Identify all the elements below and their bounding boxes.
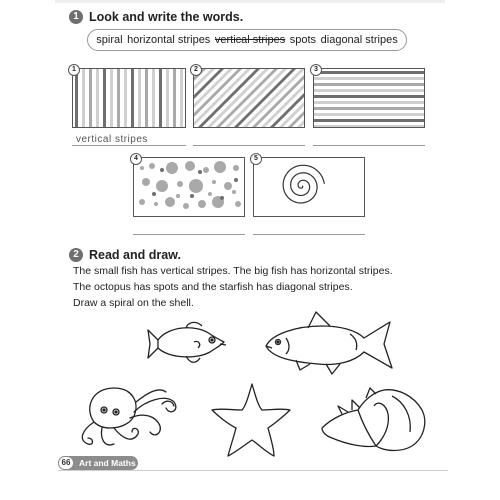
diagonal-stripe [304,69,305,128]
vertical-stripe [138,69,141,128]
section-2-number: 2 [69,248,83,262]
page-number: 66 [58,456,74,470]
answer-line-1[interactable] [72,145,186,146]
instruction-3: Draw a spiral on the shell. [73,297,194,309]
vertical-stripe [166,69,169,128]
footer-label: Art and Maths [79,458,136,468]
shell-drawing[interactable] [318,382,430,454]
instruction-2: The octopus has spots and the starfish has diagonal stripes. [73,281,353,293]
vertical-stripes-pattern [73,69,186,128]
word-vertical-stripes-crossed: vertical stripes [214,34,286,46]
vertical-stripe [145,69,148,128]
vertical-stripe [180,69,183,128]
vertical-stripe [82,69,85,128]
footer-bar [58,456,138,470]
vertical-stripe [173,69,176,128]
horizontal-stripes-pattern [314,69,425,128]
panel-5-number: 5 [250,153,262,165]
vertical-stripe [152,69,155,128]
panel-4-number: 4 [130,153,142,165]
vertical-stripe [103,69,106,128]
horizontal-stripe [314,71,425,74]
vertical-stripe [75,69,78,128]
panel-spots [133,157,245,217]
horizontal-stripe [314,107,425,110]
diagonal-stripes-pattern [194,69,305,128]
horizontal-stripe [314,95,425,98]
top-edge [55,0,445,3]
octopus-drawing[interactable] [74,382,186,452]
panel-2-number: 2 [190,64,202,76]
section-1-heading: Look and write the words. [89,10,244,24]
answer-line-2[interactable] [193,145,305,146]
footer-rule [58,470,448,471]
instruction-1: The small fish has vertical stripes. The big fish has horizontal stripes. [73,265,393,277]
panel-horizontal-stripes [313,68,425,128]
vertical-stripe [96,69,99,128]
vertical-stripe [124,69,127,128]
small-fish-drawing[interactable] [146,318,232,366]
section-2-heading: Read and draw. [89,248,181,262]
horizontal-stripe [314,125,425,128]
word-diagonal-stripes: diagonal stripes [320,34,398,46]
answer-line-3[interactable] [313,145,425,146]
big-fish-drawing[interactable] [260,310,396,376]
spots-pattern [134,158,245,217]
word-bank [87,29,407,51]
horizontal-stripe [314,83,425,86]
vertical-stripe [159,69,162,128]
section-1-number: 1 [69,10,83,24]
starfish-drawing[interactable] [208,380,294,460]
horizontal-stripe [314,77,425,80]
word-spiral: spiral [96,34,123,46]
word-horizontal-stripes: horizontal stripes [127,34,211,46]
vertical-stripe [117,69,120,128]
vertical-stripe [131,69,134,128]
horizontal-stripe [314,113,425,116]
answer-1-text[interactable]: vertical stripes [76,134,148,145]
spiral-line [283,165,324,203]
horizontal-stripe [314,119,425,122]
panel-spiral [253,157,365,217]
vertical-stripe [110,69,113,128]
answer-line-5[interactable] [253,234,365,235]
panel-diagonal-stripes [193,68,305,128]
horizontal-stripe [314,89,425,92]
panel-vertical-stripes [72,68,186,128]
panel-3-number: 3 [310,64,322,76]
spiral-pattern [254,158,365,217]
horizontal-stripe [314,101,425,104]
word-spots: spots [289,34,317,46]
vertical-stripe [89,69,92,128]
panel-1-number: 1 [68,64,80,76]
answer-line-4[interactable] [133,234,245,235]
